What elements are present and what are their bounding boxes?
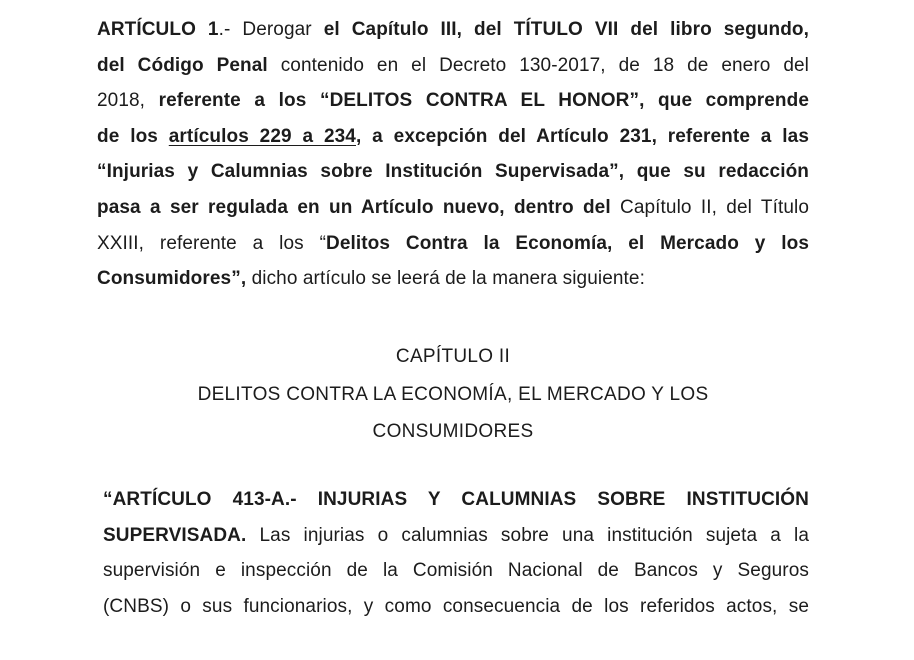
text-run: Las injurias o calumnias sobre una institución sujeta a la — [246, 524, 809, 546]
text-run: (CNBS) o sus funcionarios, y como consecuencia de los referidos actos, se — [103, 595, 809, 617]
text-line — [97, 154, 809, 190]
chapter-title-line-1: DELITOS CONTRA LA ECONOMÍA, EL MERCADO Y LOS — [197, 384, 709, 405]
text-line — [103, 482, 809, 518]
text-run: .- Derogar — [218, 19, 324, 40]
text-run: Capítulo II, del Título — [610, 196, 809, 218]
bold-text: “ARTÍCULO 413-A.- INJURIAS Y CALUMNIAS SOBRE INSTITUCIÓN — [103, 489, 809, 510]
text-line — [97, 83, 809, 119]
bold-text: de los — [97, 125, 169, 147]
text-run: supervisión e inspección de la Comisión Nacional de Bancos y Seguros — [103, 560, 809, 582]
bold-text: ARTÍCULO 1 — [97, 19, 219, 40]
text-line — [103, 518, 809, 554]
bold-text: SUPERVISADA. — [103, 524, 247, 546]
bold-text: “Injurias y Calumnias sobre Institución Supervisada”, que su redacción — [97, 161, 809, 183]
text-line — [97, 119, 809, 155]
text-line — [97, 12, 809, 48]
text-line — [97, 48, 809, 84]
underlined-text: artículos 229 a 234 — [168, 125, 356, 147]
text-line — [97, 261, 809, 297]
text-line — [103, 589, 809, 625]
text-line — [97, 190, 809, 226]
bold-text: Delitos Contra la Economía, el Mercado y los — [326, 232, 809, 254]
text-run: XXIII, referente a los “ — [97, 232, 326, 254]
chapter-heading: CAPÍTULO II — [395, 346, 511, 367]
text-run: dicho artículo se leerá de la manera siguiente: — [246, 268, 645, 290]
bold-text — [169, 126, 356, 147]
article-413a-paragraph — [103, 482, 809, 624]
bold-text: referente a los “DELITOS CONTRA EL HONOR”, que comprende — [158, 90, 809, 112]
article-1-paragraph — [97, 12, 809, 297]
text-line — [97, 226, 809, 262]
text-run: contenido en el Decreto 130-2017, de 18 de enero del — [267, 54, 809, 76]
bold-text: pasa a ser regulada en un Artículo nuevo, dentro del — [97, 196, 611, 218]
bold-text: del Código Penal — [97, 54, 268, 76]
chapter-title-line-2: CONSUMIDORES — [372, 421, 534, 442]
bold-text: el Capítulo III, del TÍTULO VII del libro segundo, — [323, 19, 809, 40]
text-run: 2018, — [97, 90, 159, 112]
text-line — [103, 553, 809, 589]
bold-text: Consumidores”, — [97, 268, 247, 290]
bold-text: , a excepción del Artículo 231, referente a las — [355, 125, 809, 147]
